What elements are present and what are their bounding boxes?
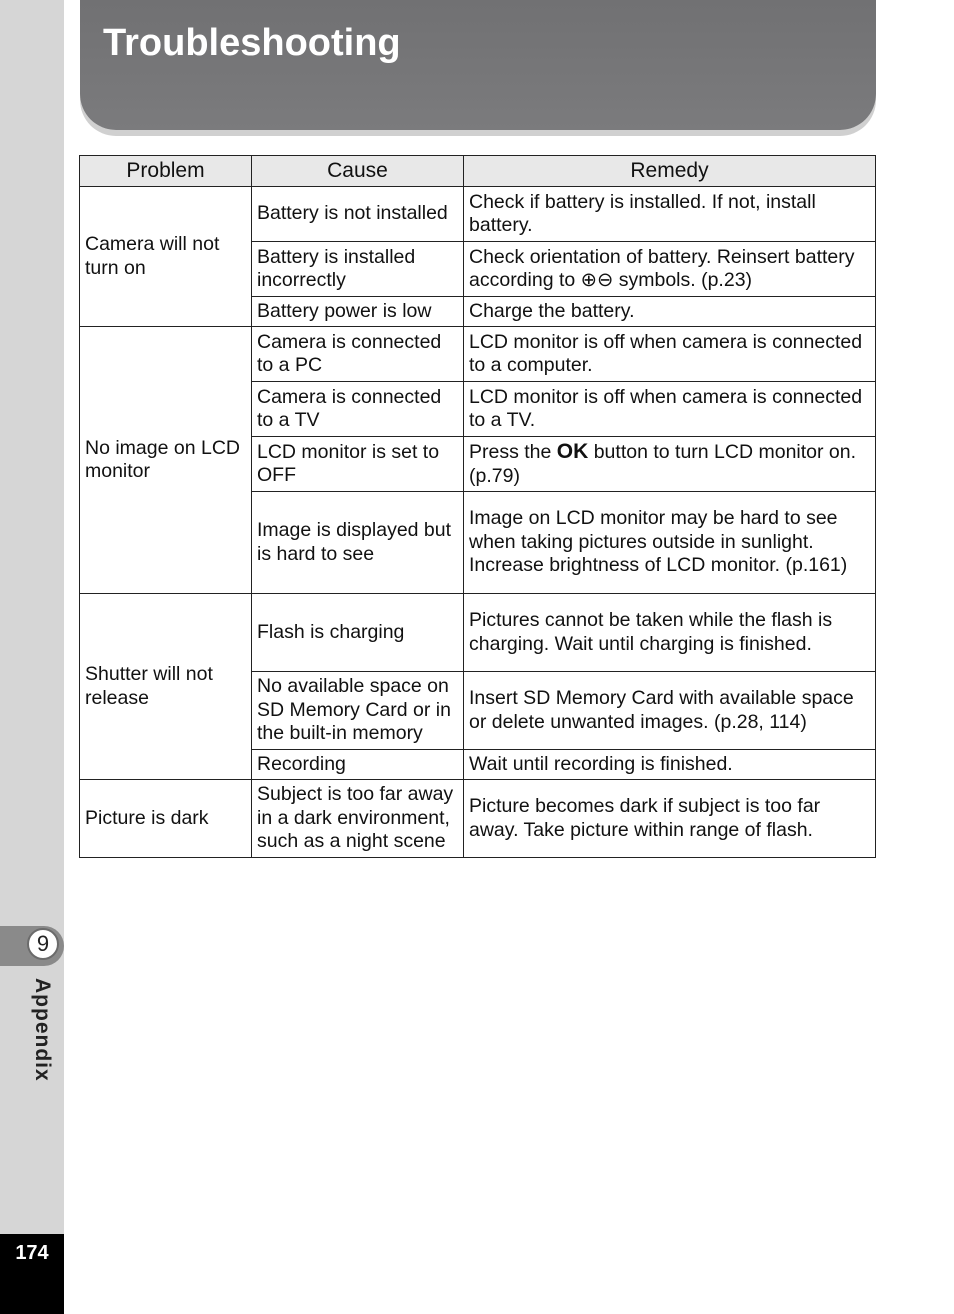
cause-cell: No available space on SD Memory Card or in the built-in memory (252, 672, 464, 750)
cause-cell: Recording (252, 750, 464, 780)
remedy-cell: Check orientation of battery. Reinsert battery according to ⊕⊖ symbols. (p.23) (464, 242, 876, 297)
page-title: Troubleshooting (103, 22, 401, 64)
title-banner (80, 0, 876, 130)
table-row (80, 780, 876, 858)
remedy-cell (464, 437, 876, 492)
problem-cell: Picture is dark (80, 780, 252, 858)
problem-cell: Camera will not turn on (80, 187, 252, 327)
header-row (80, 156, 876, 187)
chapter-name: Appendix (31, 978, 54, 1082)
remedy-cell: Picture becomes dark if subject is too far away. Take picture within range of flash. (464, 780, 876, 858)
cause-cell: Battery is not installed (252, 187, 464, 242)
remedy-cell: Wait until recording is finished. (464, 750, 876, 780)
ok-button-glyph: OK (556, 440, 589, 463)
cause-cell: LCD monitor is set to OFF (252, 437, 464, 492)
cause-cell: Flash is charging (252, 594, 464, 672)
header-problem: Problem (80, 156, 252, 187)
remedy-text: Press the (469, 441, 557, 463)
side-tab (0, 0, 64, 1314)
remedy-cell: Pictures cannot be taken while the flash is charging. Wait until charging is finished. (464, 594, 876, 672)
cause-cell: Image is displayed but is hard to see (252, 492, 464, 594)
remedy-cell: LCD monitor is off when camera is connected to a TV. (464, 382, 876, 437)
cause-cell: Battery is installed incorrectly (252, 242, 464, 297)
cause-cell: Camera is connected to a PC (252, 327, 464, 382)
remedy-cell: LCD monitor is off when camera is connected to a computer. (464, 327, 876, 382)
cause-cell: Camera is connected to a TV (252, 382, 464, 437)
remedy-cell: Check if battery is installed. If not, install battery. (464, 187, 876, 242)
table-row (80, 327, 876, 382)
chapter-number: 9 (27, 928, 59, 960)
header-remedy: Remedy (464, 156, 876, 187)
remedy-cell: Charge the battery. (464, 297, 876, 327)
cause-cell: Battery power is low (252, 297, 464, 327)
remedy-cell: Insert SD Memory Card with available space or delete unwanted images. (p.28, 114) (464, 672, 876, 750)
troubleshooting-table (79, 155, 876, 858)
problem-cell: No image on LCD monitor (80, 327, 252, 594)
problem-cell: Shutter will not release (80, 594, 252, 780)
remedy-text: button to turn LCD monitor on. (p.79) (469, 441, 857, 487)
table-row (80, 594, 876, 672)
cause-cell: Subject is too far away in a dark environment, such as a night scene (252, 780, 464, 858)
header-cause: Cause (252, 156, 464, 187)
table-row (80, 187, 876, 242)
page-number: 174 (0, 1234, 64, 1314)
remedy-cell: Image on LCD monitor may be hard to see when taking pictures outside in sunlight. Increase brightness of LCD monitor. (p.161) (464, 492, 876, 594)
